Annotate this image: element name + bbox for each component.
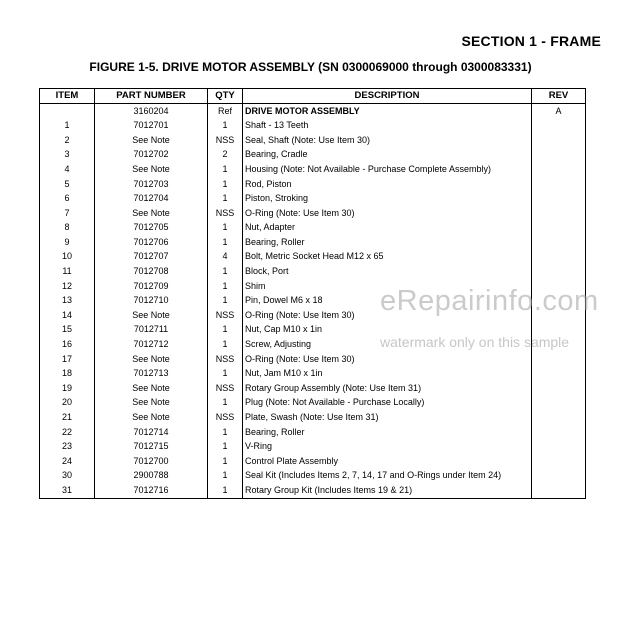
- item-cell: 17: [40, 352, 95, 367]
- rev-cell: [532, 425, 586, 440]
- description-cell: Seal Kit (Includes Items 2, 7, 14, 17 and O-Rings under Item 24): [243, 469, 532, 484]
- table-row: [40, 104, 586, 119]
- table-row: [40, 454, 586, 469]
- qty-cell: 1: [208, 119, 243, 134]
- part-number-cell: 7012709: [95, 279, 208, 294]
- qty-cell: 1: [208, 192, 243, 207]
- item-cell: 30: [40, 469, 95, 484]
- description-cell: Bearing, Roller: [243, 235, 532, 250]
- item-cell: [40, 104, 95, 119]
- table-row: [40, 483, 586, 498]
- description-cell: Bolt, Metric Socket Head M12 x 65: [243, 250, 532, 265]
- description-cell: Pin, Dowel M6 x 18: [243, 294, 532, 309]
- description-cell: V-Ring: [243, 440, 532, 455]
- rev-cell: [532, 440, 586, 455]
- part-number-cell: See Note: [95, 352, 208, 367]
- description-cell: Rod, Piston: [243, 177, 532, 192]
- table-row: [40, 119, 586, 134]
- table-row: [40, 221, 586, 236]
- column-header-qty: QTY: [208, 89, 243, 104]
- qty-cell: NSS: [208, 308, 243, 323]
- table-row: [40, 192, 586, 207]
- part-number-cell: 7012714: [95, 425, 208, 440]
- part-number-cell: 7012716: [95, 483, 208, 498]
- part-number-cell: 7012704: [95, 192, 208, 207]
- table-row: [40, 162, 586, 177]
- table-row: [40, 410, 586, 425]
- rev-cell: A: [532, 104, 586, 119]
- item-cell: 6: [40, 192, 95, 207]
- item-cell: 20: [40, 396, 95, 411]
- description-cell: Seal, Shaft (Note: Use Item 30): [243, 133, 532, 148]
- column-header-part-number: PART NUMBER: [95, 89, 208, 104]
- qty-cell: 1: [208, 367, 243, 382]
- rev-cell: [532, 162, 586, 177]
- qty-cell: 1: [208, 469, 243, 484]
- qty-cell: 1: [208, 440, 243, 455]
- figure-title: FIGURE 1-5. DRIVE MOTOR ASSEMBLY (SN 0300069000 through 0300083331): [89, 60, 532, 74]
- rev-cell: [532, 235, 586, 250]
- rev-cell: [532, 469, 586, 484]
- description-cell: O-Ring (Note: Use Item 30): [243, 206, 532, 221]
- description-cell: Rotary Group Kit (Includes Items 19 & 21): [243, 483, 532, 498]
- rev-cell: [532, 250, 586, 265]
- qty-cell: 1: [208, 323, 243, 338]
- description-cell: Screw, Adjusting: [243, 338, 532, 353]
- qty-cell: 2: [208, 148, 243, 163]
- qty-cell: NSS: [208, 352, 243, 367]
- parts-table-header: [40, 89, 586, 104]
- part-number-cell: 7012708: [95, 265, 208, 280]
- table-row: [40, 352, 586, 367]
- item-cell: 16: [40, 338, 95, 353]
- rev-cell: [532, 192, 586, 207]
- description-cell: Control Plate Assembly: [243, 454, 532, 469]
- section-title: SECTION 1 - FRAME: [461, 33, 601, 49]
- qty-cell: 4: [208, 250, 243, 265]
- item-cell: 15: [40, 323, 95, 338]
- part-number-cell: 7012706: [95, 235, 208, 250]
- part-number-cell: 7012705: [95, 221, 208, 236]
- rev-cell: [532, 148, 586, 163]
- rev-cell: [532, 133, 586, 148]
- part-number-cell: See Note: [95, 396, 208, 411]
- item-cell: 13: [40, 294, 95, 309]
- column-header-description: DESCRIPTION: [243, 89, 532, 104]
- table-row: [40, 425, 586, 440]
- part-number-cell: 7012702: [95, 148, 208, 163]
- description-cell: O-Ring (Note: Use Item 30): [243, 352, 532, 367]
- qty-cell: 1: [208, 235, 243, 250]
- rev-cell: [532, 177, 586, 192]
- description-cell: O-Ring (Note: Use Item 30): [243, 308, 532, 323]
- description-cell: Shaft - 13 Teeth: [243, 119, 532, 134]
- table-row: [40, 177, 586, 192]
- item-cell: 7: [40, 206, 95, 221]
- description-cell: Plate, Swash (Note: Use Item 31): [243, 410, 532, 425]
- rev-cell: [532, 367, 586, 382]
- table-row: [40, 206, 586, 221]
- table-row: [40, 367, 586, 382]
- column-header-rev: REV: [532, 89, 586, 104]
- description-cell: Nut, Cap M10 x 1in: [243, 323, 532, 338]
- part-number-cell: See Note: [95, 206, 208, 221]
- qty-cell: NSS: [208, 381, 243, 396]
- description-cell: Block, Port: [243, 265, 532, 280]
- qty-cell: 1: [208, 396, 243, 411]
- rev-cell: [532, 221, 586, 236]
- rev-cell: [532, 119, 586, 134]
- item-cell: 10: [40, 250, 95, 265]
- qty-cell: 1: [208, 425, 243, 440]
- qty-cell: 1: [208, 265, 243, 280]
- part-number-cell: 3160204: [95, 104, 208, 119]
- table-row: [40, 133, 586, 148]
- part-number-cell: 7012713: [95, 367, 208, 382]
- item-cell: 23: [40, 440, 95, 455]
- part-number-cell: 2900788: [95, 469, 208, 484]
- rev-cell: [532, 381, 586, 396]
- table-row: [40, 148, 586, 163]
- part-number-cell: 7012712: [95, 338, 208, 353]
- qty-cell: 1: [208, 162, 243, 177]
- part-number-cell: See Note: [95, 308, 208, 323]
- item-cell: 14: [40, 308, 95, 323]
- qty-cell: 1: [208, 294, 243, 309]
- item-cell: 4: [40, 162, 95, 177]
- qty-cell: 1: [208, 454, 243, 469]
- table-row: [40, 381, 586, 396]
- description-cell: DRIVE MOTOR ASSEMBLY: [243, 104, 532, 119]
- part-number-cell: See Note: [95, 410, 208, 425]
- item-cell: 22: [40, 425, 95, 440]
- item-cell: 2: [40, 133, 95, 148]
- description-cell: Plug (Note: Not Available - Purchase Locally): [243, 396, 532, 411]
- description-cell: Nut, Jam M10 x 1in: [243, 367, 532, 382]
- qty-cell: Ref: [208, 104, 243, 119]
- table-row: [40, 265, 586, 280]
- watermark-brand: eRepairinfo.com: [380, 285, 599, 317]
- description-cell: Piston, Stroking: [243, 192, 532, 207]
- item-cell: 3: [40, 148, 95, 163]
- description-cell: Nut, Adapter: [243, 221, 532, 236]
- qty-cell: NSS: [208, 133, 243, 148]
- qty-cell: 1: [208, 338, 243, 353]
- item-cell: 24: [40, 454, 95, 469]
- part-number-cell: See Note: [95, 381, 208, 396]
- rev-cell: [532, 396, 586, 411]
- item-cell: 18: [40, 367, 95, 382]
- rev-cell: [532, 352, 586, 367]
- rev-cell: [532, 483, 586, 498]
- item-cell: 5: [40, 177, 95, 192]
- qty-cell: NSS: [208, 206, 243, 221]
- part-number-cell: See Note: [95, 133, 208, 148]
- part-number-cell: 7012703: [95, 177, 208, 192]
- table-row: [40, 396, 586, 411]
- item-cell: 12: [40, 279, 95, 294]
- item-cell: 21: [40, 410, 95, 425]
- part-number-cell: 7012707: [95, 250, 208, 265]
- rev-cell: [532, 410, 586, 425]
- qty-cell: 1: [208, 177, 243, 192]
- rev-cell: [532, 265, 586, 280]
- item-cell: 9: [40, 235, 95, 250]
- qty-cell: NSS: [208, 410, 243, 425]
- part-number-cell: 7012710: [95, 294, 208, 309]
- part-number-cell: 7012715: [95, 440, 208, 455]
- table-row: [40, 235, 586, 250]
- part-number-cell: See Note: [95, 162, 208, 177]
- watermark-note: watermark only on this sample: [380, 334, 570, 350]
- description-cell: Bearing, Roller: [243, 425, 532, 440]
- description-cell: Shim: [243, 279, 532, 294]
- item-cell: 1: [40, 119, 95, 134]
- part-number-cell: 7012700: [95, 454, 208, 469]
- table-row: [40, 250, 586, 265]
- item-cell: 11: [40, 265, 95, 280]
- item-cell: 19: [40, 381, 95, 396]
- header-row: [40, 89, 586, 104]
- qty-cell: 1: [208, 483, 243, 498]
- part-number-cell: 7012701: [95, 119, 208, 134]
- table-row: [40, 469, 586, 484]
- description-cell: Rotary Group Assembly (Note: Use Item 31): [243, 381, 532, 396]
- item-cell: 31: [40, 483, 95, 498]
- part-number-cell: 7012711: [95, 323, 208, 338]
- rev-cell: [532, 454, 586, 469]
- description-cell: Bearing, Cradle: [243, 148, 532, 163]
- qty-cell: 1: [208, 221, 243, 236]
- column-header-item: ITEM: [40, 89, 95, 104]
- description-cell: Housing (Note: Not Available - Purchase Complete Assembly): [243, 162, 532, 177]
- item-cell: 8: [40, 221, 95, 236]
- qty-cell: 1: [208, 279, 243, 294]
- table-row: [40, 440, 586, 455]
- rev-cell: [532, 206, 586, 221]
